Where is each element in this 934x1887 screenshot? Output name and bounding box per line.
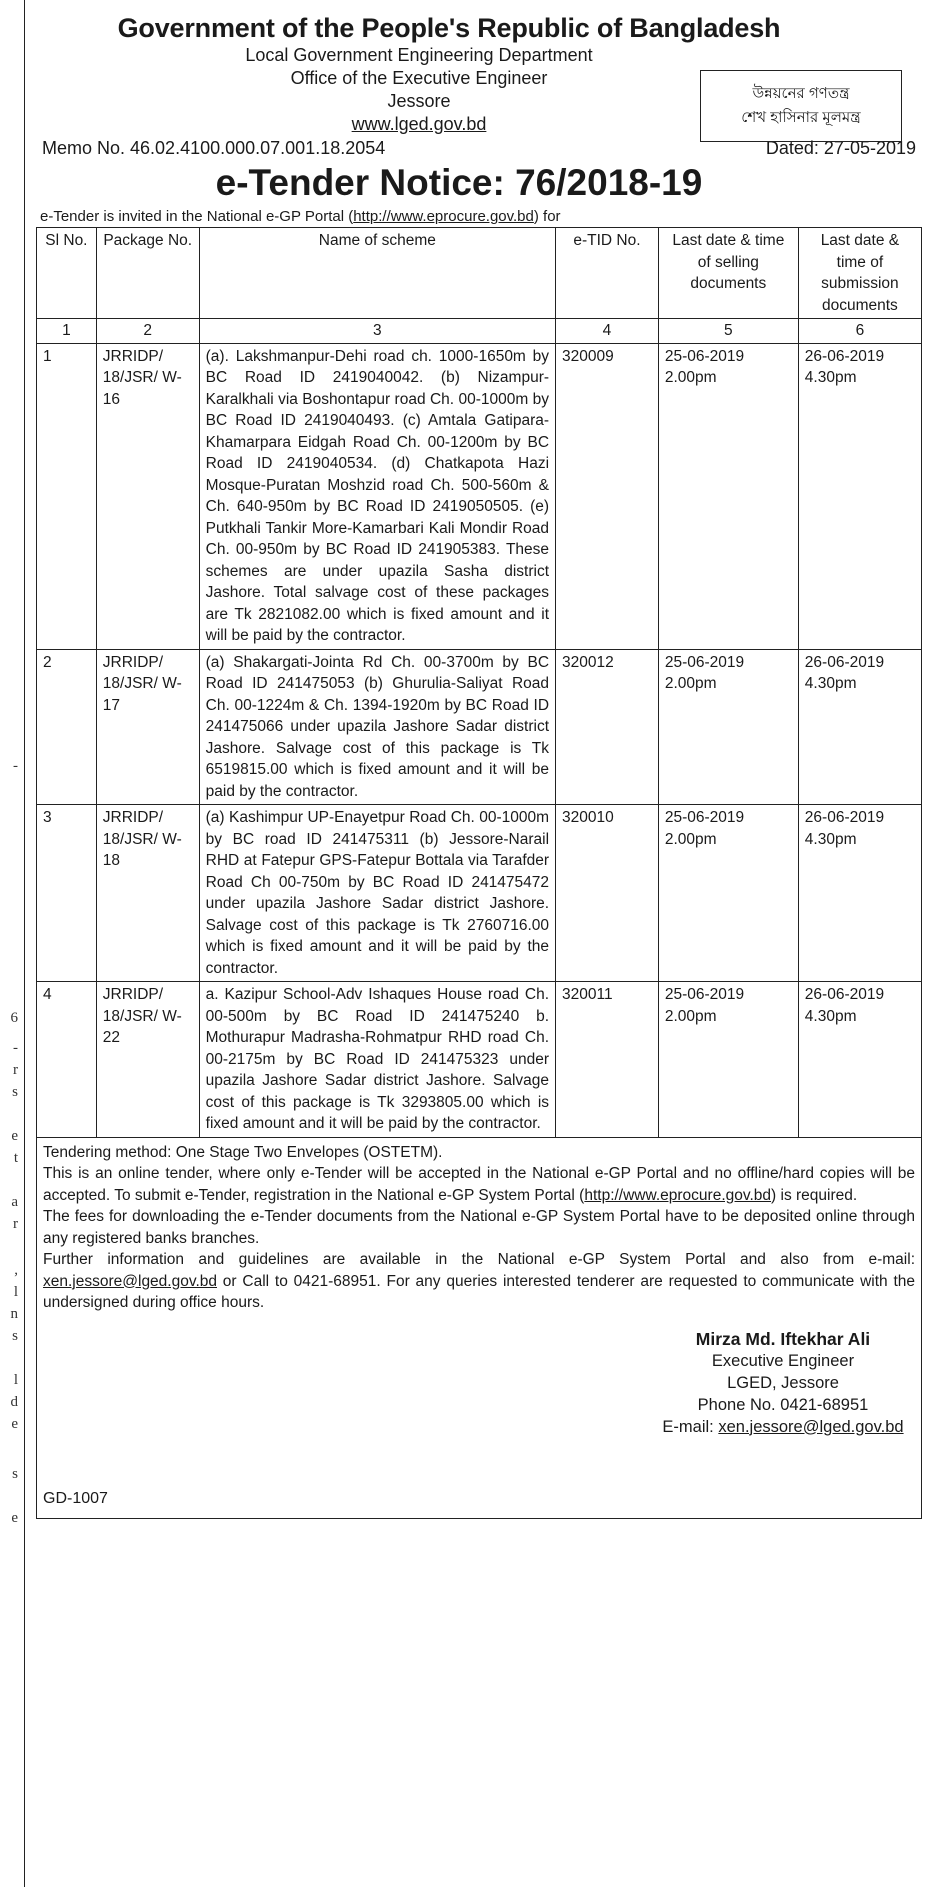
further-info-note: [43, 1249, 915, 1314]
row-submission-date: 26-06-2019 4.30pm: [798, 343, 921, 649]
online-note-text: This is an online tender, where only e-Tender will be accepted in the National e-GP Portal and no offline/hard copies will be accepted. To submit e-Tender, registration in the National e-GP System Portal (: [43, 1165, 915, 1204]
memo-date: Dated: 27-05-2019: [765, 138, 916, 158]
signatory-office: LGED, Jessore: [727, 1373, 839, 1392]
strip-fragment: -: [13, 758, 18, 774]
strip-fragment: e: [11, 1416, 18, 1432]
column-number: 2: [96, 319, 199, 344]
strip-fragment: t: [13, 1150, 18, 1166]
gd-number: GD-1007: [43, 1490, 108, 1507]
strip-fragment: s: [12, 1466, 18, 1482]
invitation-line: [36, 207, 922, 227]
table-row: [37, 805, 922, 982]
further-info-text: Further information and guidelines are available in the National e-GP System Portal and also from e-mail:: [43, 1251, 915, 1268]
column-number: 6: [798, 319, 921, 344]
invitation-text-end: ) for: [533, 208, 561, 225]
strip-fragment: s: [12, 1328, 18, 1344]
row-package: JRRIDP/ 18/JSR/ W-18: [96, 805, 199, 982]
motto-line-1: উন্নয়নের গণতন্ত্র: [752, 85, 850, 102]
department-name: Local Government Engineering Department: [245, 45, 593, 65]
strip-fragment: l: [13, 1372, 18, 1388]
tendering-method: Tendering method: One Stage Two Envelopes (OSTETM).: [43, 1143, 443, 1161]
table-header-row: [37, 228, 922, 319]
row-etid: 320009: [556, 343, 659, 649]
column-number: 5: [658, 319, 798, 344]
strip-fragment: e: [11, 1128, 18, 1144]
government-title: Government of the People's Republic of Bangladesh: [117, 13, 781, 43]
eprocure-link[interactable]: http://www.eprocure.gov.bd: [353, 208, 534, 225]
row-sl: 3: [37, 805, 97, 982]
left-margin-strip: [0, 0, 25, 1887]
row-sl: 1: [37, 343, 97, 649]
tender-notes: [36, 1138, 922, 1519]
strip-fragment: r: [13, 1062, 18, 1078]
column-number-row: [37, 319, 922, 344]
tender-table: [36, 227, 922, 1138]
header-package: Package No.: [96, 228, 199, 319]
row-sl: 2: [37, 649, 97, 805]
signatory-email-link[interactable]: xen.jessore@lged.gov.bd: [718, 1417, 904, 1436]
column-number: 4: [556, 319, 659, 344]
row-selling-date: 25-06-2019 2.00pm: [658, 649, 798, 805]
signatory-name: Mirza Md. Iftekhar Ali: [695, 1328, 871, 1349]
row-etid: 320012: [556, 649, 659, 805]
row-selling-date: 25-06-2019 2.00pm: [658, 982, 798, 1138]
tender-notice-page: [36, 12, 922, 1519]
online-note-end: ) is required.: [771, 1186, 858, 1204]
table-row: [37, 982, 922, 1138]
email-label: E-mail:: [662, 1417, 719, 1436]
strip-fragment: n: [10, 1306, 18, 1322]
signature-block: [653, 1328, 913, 1438]
office-location: Jessore: [387, 91, 451, 111]
further-info-end: or Call to 0421-68951. For any queries interested tenderer are requested to communicate with the undersigned during office hours.: [43, 1272, 915, 1311]
strip-fragment: -: [13, 1040, 18, 1056]
contact-email-link[interactable]: xen.jessore@lged.gov.bd: [43, 1272, 217, 1290]
signatory-email-line: [653, 1416, 913, 1438]
signatory-phone: Phone No. 0421-68951: [697, 1395, 869, 1414]
motto-line-2: শেখ হাসিনার মূলমন্ত্র: [741, 109, 861, 126]
website-link[interactable]: www.lged.gov.bd: [351, 114, 487, 134]
strip-fragment: ,: [14, 1262, 18, 1278]
row-package: JRRIDP/ 18/JSR/ W-17: [96, 649, 199, 805]
header-submission-date: Last date & time of submission documents: [798, 228, 921, 319]
row-sl: 4: [37, 982, 97, 1138]
notice-title: e-Tender Notice: 76/2018-19: [215, 162, 703, 203]
eprocure-link-2[interactable]: http://www.eprocure.gov.bd: [584, 1186, 772, 1204]
column-number: 3: [199, 319, 555, 344]
strip-fragment: l: [13, 1284, 18, 1300]
row-scheme: (a) Shakargati-Jointa Rd Ch. 00-3700m by BC Road ID 241475053 (b) Ghurulia-Saliyat Road Ch. 00-1224m & Ch. 1394-1920m by BC Road ID 241475066 under upazila Jashore Sadar district Jashore. Salvage cost of this package is Tk 6519815.00 which is fixed amount and it will be paid by the contractor.: [199, 649, 555, 805]
row-selling-date: 25-06-2019 2.00pm: [658, 343, 798, 649]
invitation-text: e-Tender is invited in the National e-GP Portal (: [40, 208, 354, 225]
strip-fragment: s: [12, 1084, 18, 1100]
strip-fragment: e: [11, 1510, 18, 1526]
row-scheme: (a) Kashimpur UP-Enayetpur Road Ch. 00-1000m by BC road ID 241475311 (b) Jessore-Narail RHD at Fatepur GPS-Fatepur Bottala via Tarafder Road Ch 00-750m by BC Road ID 241475472 under upazila Jashore Sadar district Jashore. Salvage cost of this package is Tk 2760716.00 which is fixed amount and it will be paid by the contractor.: [199, 805, 555, 982]
header-sl: Sl No.: [37, 228, 97, 319]
row-package: JRRIDP/ 18/JSR/ W-22: [96, 982, 199, 1138]
strip-fragment: r: [13, 1216, 18, 1232]
strip-fragment: d: [10, 1394, 18, 1410]
table-row: [37, 649, 922, 805]
row-etid: 320011: [556, 982, 659, 1138]
row-submission-date: 26-06-2019 4.30pm: [798, 649, 921, 805]
motto-box: [700, 70, 902, 142]
row-etid: 320010: [556, 805, 659, 982]
office-name: Office of the Executive Engineer: [290, 68, 548, 88]
header-selling-date: Last date & time of selling documents: [658, 228, 798, 319]
fees-note: The fees for downloading the e-Tender documents from the National e-GP System Portal have to be deposited online through any registered banks branches.: [43, 1208, 915, 1247]
row-submission-date: 26-06-2019 4.30pm: [798, 805, 921, 982]
online-tender-note: [43, 1163, 915, 1206]
row-package: JRRIDP/ 18/JSR/ W-16: [96, 343, 199, 649]
signatory-designation: Executive Engineer: [711, 1351, 855, 1370]
header-scheme: Name of scheme: [199, 228, 555, 319]
table-row: [37, 343, 922, 649]
column-number: 1: [37, 319, 97, 344]
strip-fragment: a: [11, 1194, 18, 1210]
row-submission-date: 26-06-2019 4.30pm: [798, 982, 921, 1138]
strip-fragment: 6: [10, 1010, 18, 1026]
memo-number: Memo No. 46.02.4100.000.07.001.18.2054: [42, 138, 386, 158]
row-scheme: (a). Lakshmanpur-Dehi road ch. 1000-1650m by BC Road ID 2419040042. (b) Nizampur-Karalkhali via Boshontapur road Ch. 00-1000m by BC Road ID 2419040493. (c) Amtala Gatipara-Khamarpara Eidgah Road Ch. 00-1200m by BC Road ID 2419040534. (d) Chatkapota Hazi Mosque-Puratan Moshzid road Ch. 500-560m & Ch. 640-950m by BC Road ID 2419050505. (e) Putkhali Tankir More-Kamarbari Kali Mondir Road Ch. 00-950m by BC Road ID 241905383. These schemes are under upazila Sasha district Jashore. Total salvage cost of these packages are Tk 2821082.00 which is fixed amount and it will be paid by the contractor.: [199, 343, 555, 649]
row-selling-date: 25-06-2019 2.00pm: [658, 805, 798, 982]
header-etid: e-TID No.: [556, 228, 659, 319]
row-scheme: a. Kazipur School-Adv Ishaques House road Ch. 00-500m by BC Road ID 241475240 b. Mothurapur Madrasha-Rohmatpur RHD road Ch. 00-2175m by BC Road ID 241475323 under upazila Jashore Sadar district Jashore. Salvage cost of this package is Tk 3293805.00 which is fixed amount and it will be paid by the contractor.: [199, 982, 555, 1138]
